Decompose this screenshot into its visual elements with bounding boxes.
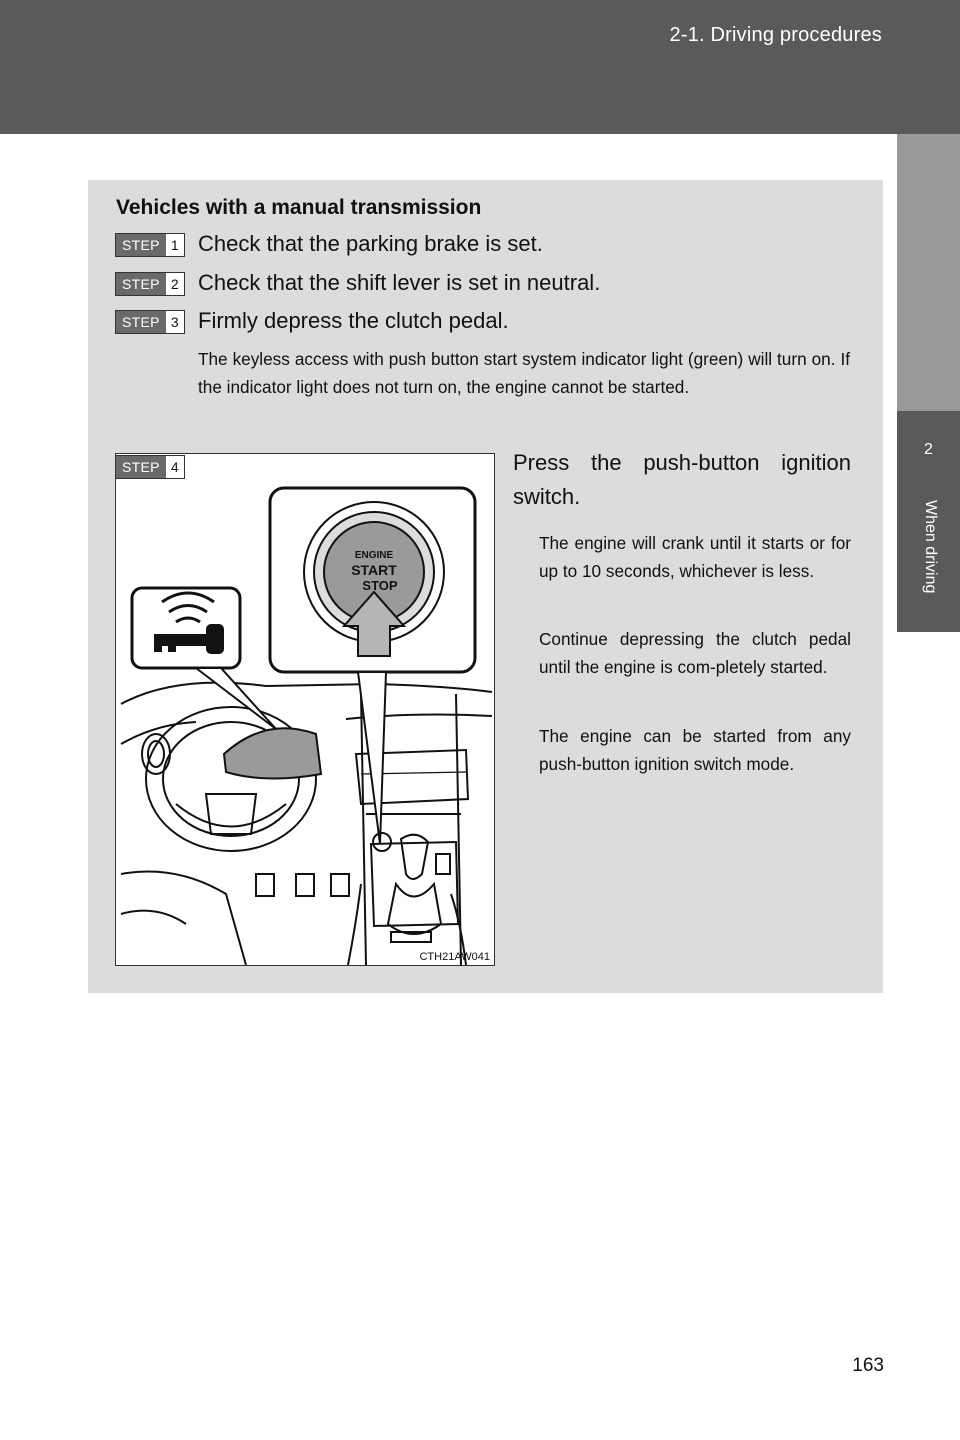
step-4-note-1: The engine will crank until it starts or for up to 10 seconds, whichever is less. xyxy=(539,533,851,581)
button-label-engine: ENGINE xyxy=(354,550,394,561)
chapter-number: 2 xyxy=(924,441,933,458)
figure-code: CTH21AW041 xyxy=(419,951,490,963)
button-label-start: START xyxy=(351,562,397,578)
step-badge-3: STEP 3 xyxy=(115,310,185,334)
dashboard-drawing xyxy=(116,454,494,965)
step-4-note-2: Continue depressing the clutch pedal until the engine is com-pletely started. xyxy=(539,629,851,677)
step-3-note: The keyless access with push button start system indicator light (green) will turn on. If the indicator light does not turn on, the engine cannot be started. xyxy=(198,349,850,397)
step-2-text: Check that the shift lever is set in neutral. xyxy=(198,270,601,295)
button-label-stop: STOP xyxy=(362,578,398,593)
section-title: Vehicles with a manual transmission xyxy=(116,196,482,219)
page-number: 163 xyxy=(852,1355,884,1376)
step-4-text: Press the push-button ignition switch. xyxy=(513,450,851,509)
step-3-text: Firmly depress the clutch pedal. xyxy=(198,308,509,333)
step-4-note-3: The engine can be started from any push-button ignition switch mode. xyxy=(539,726,851,774)
step-badge-2: STEP 2 xyxy=(115,272,185,296)
chapter-side-tab xyxy=(897,134,960,1440)
header-title: 2-1. Driving procedures xyxy=(669,24,882,46)
chapter-label: When driving xyxy=(922,500,939,594)
page-header xyxy=(0,0,960,134)
step-1-text: Check that the parking brake is set. xyxy=(198,231,543,256)
dashboard-illustration xyxy=(115,453,495,966)
step-badge-4: STEP 4 xyxy=(115,455,185,479)
step-badge-1: STEP 1 xyxy=(115,233,185,257)
